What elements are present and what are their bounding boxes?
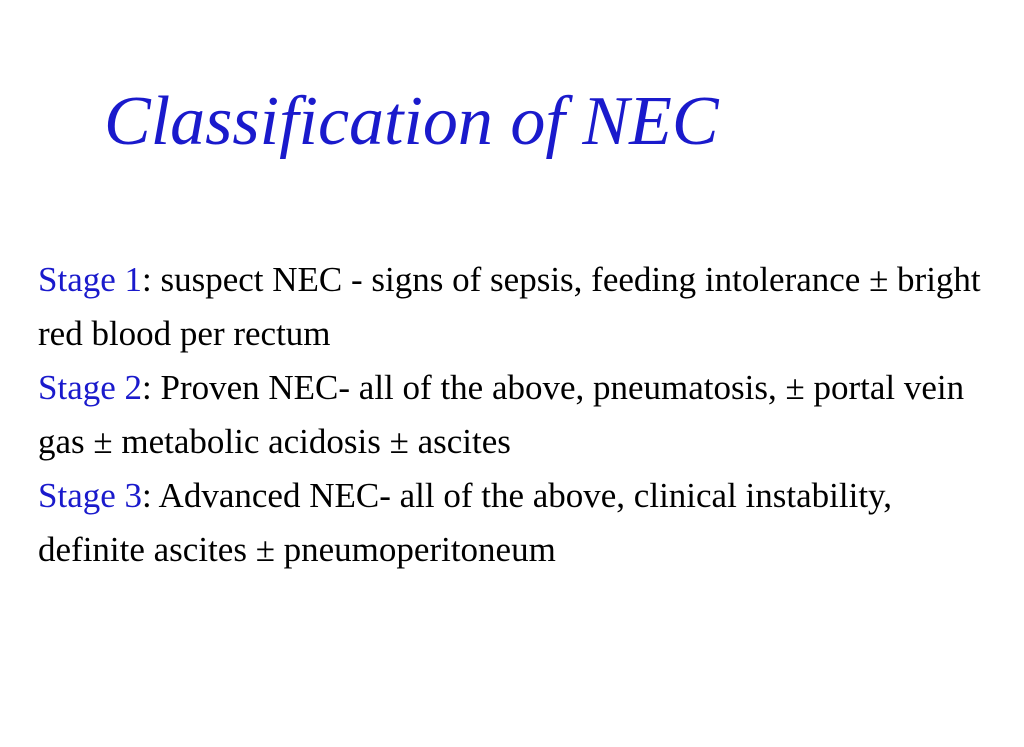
stage-3-item bbox=[38, 469, 998, 577]
stage-2-item bbox=[38, 361, 998, 469]
stage-1-item bbox=[38, 253, 998, 361]
stage-1-label: Stage 1 bbox=[38, 260, 143, 299]
slide-body bbox=[38, 253, 998, 577]
stage-1-description: : suspect NEC - signs of sepsis, feeding intolerance ± bright red blood per rectum bbox=[38, 260, 981, 353]
stage-2-label: Stage 2 bbox=[38, 368, 143, 407]
slide-title: Classification of NEC bbox=[104, 83, 719, 160]
stage-3-label: Stage 3 bbox=[38, 476, 143, 515]
stage-2-description: : Proven NEC- all of the above, pneumatosis, ± portal vein gas ± metabolic acidosis ± ascites bbox=[38, 368, 965, 461]
stage-3-description: : Advanced NEC- all of the above, clinical instability, definite ascites ± pneumoperitoneum bbox=[38, 476, 893, 569]
